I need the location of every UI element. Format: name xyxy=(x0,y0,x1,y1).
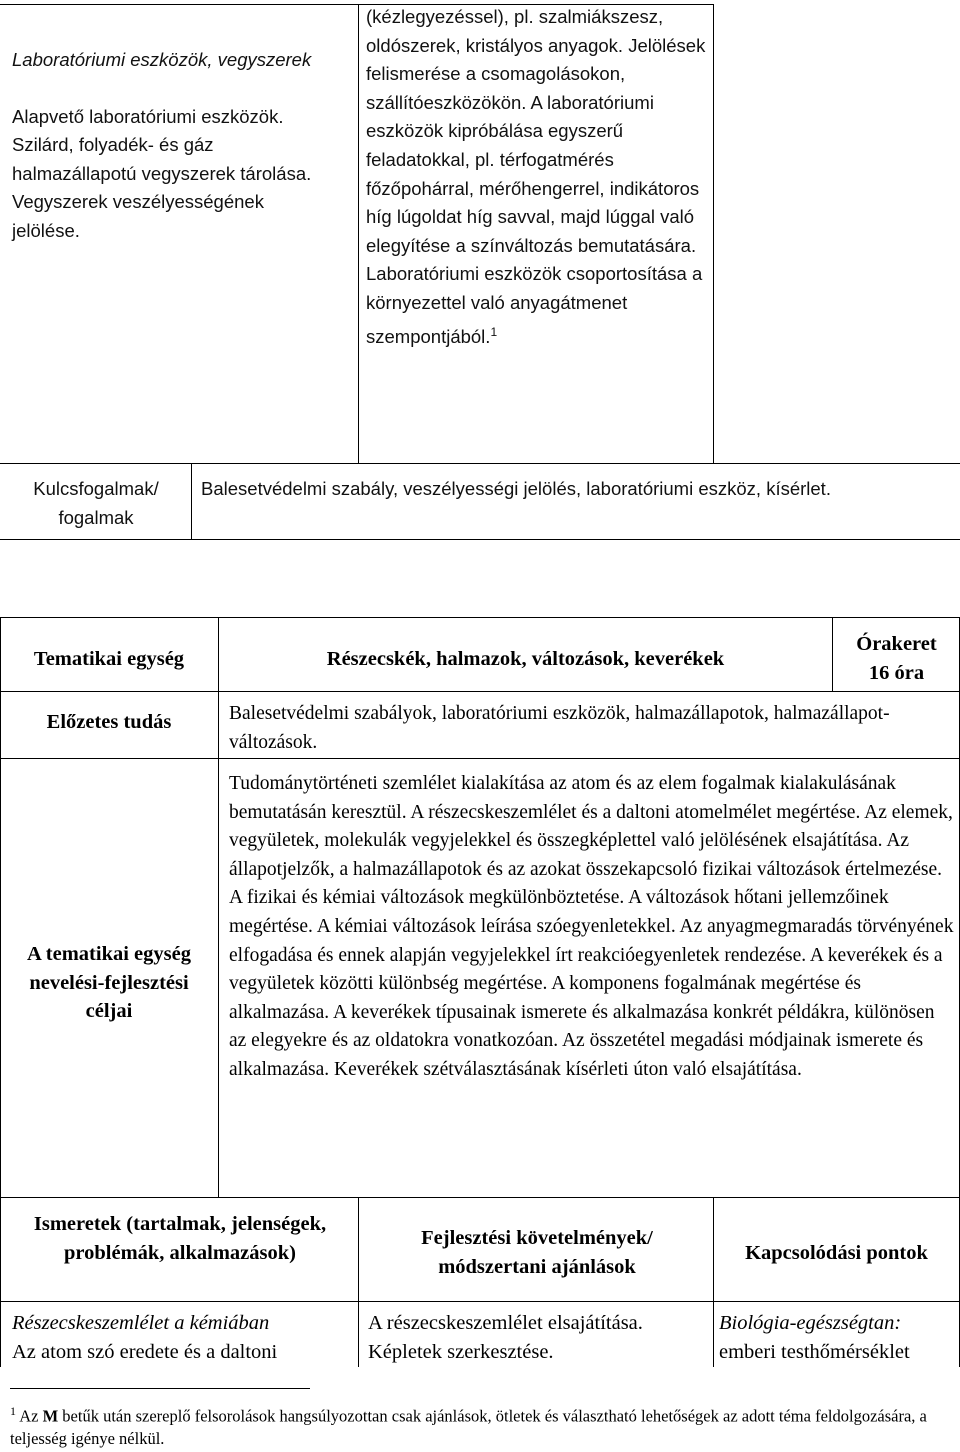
row1-col2-text: A részecskeszemlélet elsajátítása. Képletek szerkesztése. xyxy=(368,1312,643,1363)
left-cell-line-2: Szilárd, folyadék- és gáz halmazállapotú vegyszerek tárolása. Vegyszerek veszélyességének jelölése. xyxy=(12,134,312,241)
col-header-knowledge: Ismeretek (tartalmak, jelenségek, problémák, alkalmazások) xyxy=(33,1213,327,1264)
keywords-text: Balesetvédelmi szabály, veszélyességi jelölés, laboratóriumi eszköz, kísérlet. xyxy=(201,478,831,499)
goals-label: A tematikai egység nevelési-fejlesztési céljai xyxy=(27,943,191,1023)
prior-text: Balesetvédelmi szabályok, laboratóriumi eszközök, halmazállapotok, halmazállapot-változások. xyxy=(229,703,890,753)
left-cell-title: Laboratóriumi eszközök, vegyszerek xyxy=(12,49,312,70)
unit-title: Részecskék, halmazok, változások, keverékek xyxy=(326,648,725,670)
prior-label: Előzetes tudás xyxy=(46,711,172,733)
footnote-number: 1 xyxy=(10,1404,16,1418)
footnote-text: betűk után szereplő felsorolások hangsúlyozottan csak ajánlások, ötletek és választható lehetőségek az adott téma feldolgozására, a teljesség igénye nélkül. xyxy=(10,1406,927,1448)
goals-text: Tudománytörténeti szemlélet kialakítása az atom és az elem fogalmak kialakulásának bemutatásán keresztül. A részecskeszemlélet és a daltoni atomelmélet megértése. Az elemek, vegyületek, molekulák vegyjelekkel és összegképlettel való jelölésének elsajátítása. Az állapotjelzők, a halmazállapotok és az azokat összekapcsoló fizikai változások értelmezése. A fizikai és kémiai változások megkülönböztetése. A változások hőtani jellemzőinek megértése. A kémiai változások leírása szóegyenletekkel. Az anyagmegmaradás törvényének elfogadása és ennek alapján vegyjelekkel írt reakcióegyenletek rendezése. A keverékek és a vegyületek közötti különbség megértése. A komponens fogalmának megértése és alkalmazása. A keverékek típusainak ismerete és alkalmazása konkrét példákra, különösen az elegyekre és az oldatokra vonatkozóan. Az összetétel megadási módjainak ismerete és alkalmazása. Keverékek szétválasztásának kísérleti úton való elsajátítása. xyxy=(229,773,954,1080)
hours-value: 16 óra xyxy=(868,662,925,684)
row1-col3-italic: Biológia-egészségtan: xyxy=(719,1312,902,1334)
col-header-requirements: Fejlesztési követelmények/ módszertani ajánlások xyxy=(421,1227,653,1278)
row1-col1-italic: Részecskeszemlélet a kémiában xyxy=(12,1312,270,1334)
keywords-label: Kulcsfogalmak/ fogalmak xyxy=(33,478,159,528)
hours-label: Órakeret xyxy=(856,633,937,655)
unit-label: Tematikai egység xyxy=(33,648,185,670)
footnote-prefix: Az xyxy=(19,1406,39,1426)
footnote xyxy=(10,1400,955,1451)
footnote-separator xyxy=(10,1388,310,1389)
row1-col1-text: Az atom szó eredete és a daltoni xyxy=(12,1341,278,1363)
col-header-connections: Kapcsolódási pontok xyxy=(745,1242,928,1264)
footnote-bold-letter: M xyxy=(42,1406,59,1426)
row1-col3-text: emberi testhőmérséklet xyxy=(719,1341,910,1363)
middle-cell-text: (kézlegyezéssel), pl. szalmiákszesz, oldószerek, kristályos anyagok. Jelölések felismerése a csomagolásokon, szállítóeszközökön. A laboratóriumi eszközök kipróbálása egyszerű feladatokkal, pl. térfogatmérés főzőpohárral, mérőhengerrel, indikátoros híg lúgoldat híg savval, majd lúggal való elegyítése a színváltozás bemutatására. Laboratóriumi eszközök csoportosítása a környezettel való anyagátmenet szempontjából.$^1$ xyxy=(366,6,706,347)
footnote-ref[interactable]: 1 xyxy=(490,324,498,339)
left-cell-line-1: Alapvető laboratóriumi eszközök. xyxy=(12,106,284,127)
